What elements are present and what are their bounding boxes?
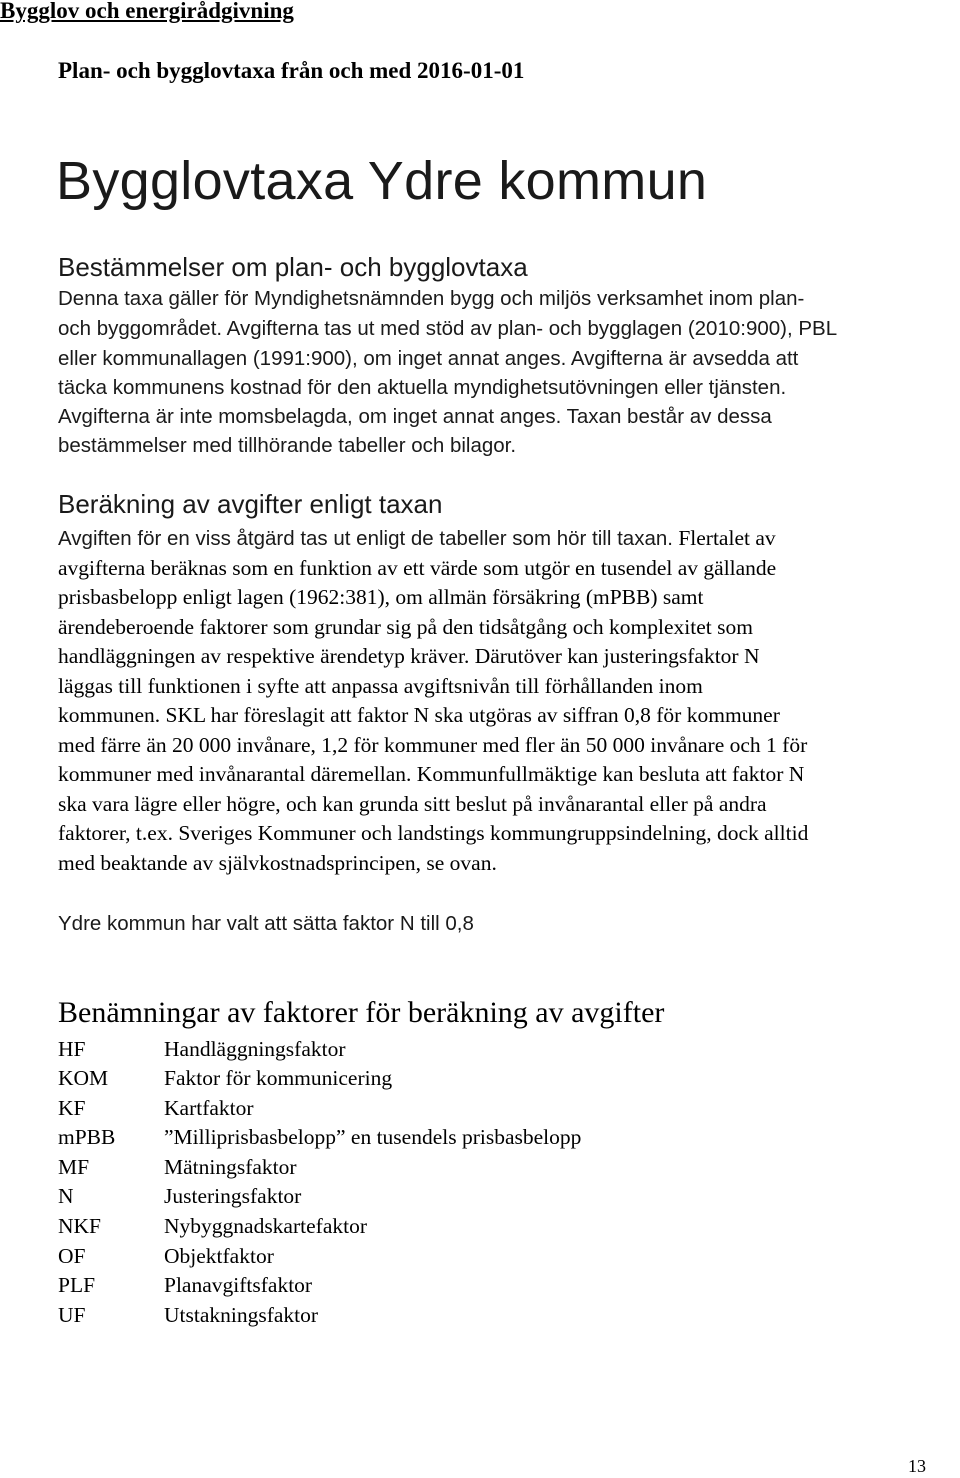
factor-abbreviation: NKF	[58, 1214, 102, 1238]
page-title: Bygglovtaxa Ydre kommun	[56, 151, 708, 211]
factor-meaning: Planavgiftsfaktor	[164, 1273, 313, 1297]
factor-meaning: Utstakningsfaktor	[164, 1303, 319, 1327]
calculation-first-line	[58, 526, 776, 551]
provisions-line: eller kommunallagen (1991:900), om inget annat anges. Avgifterna är avsedda att	[58, 347, 799, 370]
factor-abbreviation: MF	[58, 1155, 90, 1179]
calculation-line: kommunen. SKL har föreslagit att faktor N ska utgöras av siffran 0,8 för kommuner	[58, 703, 780, 727]
calculation-line: ska vara lägre eller högre, och kan grunda sitt beslut på invånarantal eller på andra	[58, 792, 767, 816]
factor-meaning: ”Milliprisbasbelopp” en tusendels prisbasbelopp	[164, 1125, 582, 1149]
provisions-line: bestämmelser med tillhörande tabeller och bilagor.	[58, 434, 517, 457]
factor-meaning: Faktor för kommunicering	[164, 1066, 393, 1090]
calculation-line: läggas till funktionen i syfte att anpassa avgiftsnivån till förhållanden inom	[58, 674, 703, 698]
factor-abbreviation: N	[58, 1184, 74, 1208]
calculation-line: ärendeberoende faktorer som grundar sig på den tidsåtgång och komplexitet som	[58, 615, 753, 639]
factor-abbreviation: UF	[58, 1303, 86, 1327]
provisions-line: täcka kommunens kostnad för den aktuella myndighetsutövningen eller tjänsten.	[58, 376, 787, 399]
factor-abbreviation: OF	[58, 1244, 86, 1268]
department-header: Bygglov och energirådgivning	[0, 0, 294, 23]
provisions-line: och byggområdet. Avgifterna tas ut med stöd av plan- och bygglagen (2010:900), PBL	[58, 317, 838, 340]
factor-abbreviation: PLF	[58, 1273, 96, 1297]
calculation-first-line-sans: Avgiften för en viss åtgärd tas ut enligt de tabeller som hör till taxan.	[58, 527, 673, 550]
calculation-line: med beaktande av självkostnadsprincipen, se ovan.	[58, 851, 497, 875]
factor-abbreviation: mPBB	[58, 1125, 116, 1149]
calculation-line: handläggningen av respektive ärendetyp kräver. Därutöver kan justeringsfaktor N	[58, 644, 760, 668]
calculation-line: prisbasbelopp enligt lagen (1962:381), om allmän försäkring (mPBB) samt	[58, 585, 704, 609]
document-subtitle: Plan- och bygglovtaxa från och med 2016-01-01	[58, 58, 525, 83]
factor-abbreviation: KOM	[58, 1066, 109, 1090]
calculation-line: kommuner med invånarantal däremellan. Kommunfullmäktige kan besluta att faktor N	[58, 762, 805, 786]
factor-meaning: Objektfaktor	[164, 1244, 274, 1268]
factor-abbreviation: KF	[58, 1096, 86, 1120]
factor-meaning: Justeringsfaktor	[164, 1184, 302, 1208]
calculation-heading: Beräkning av avgifter enligt taxan	[58, 489, 443, 519]
factor-abbreviation: HF	[58, 1037, 86, 1061]
calculation-first-line-serif: Flertalet av	[672, 526, 776, 550]
calculation-line: med färre än 20 000 invånare, 1,2 för kommuner med fler än 50 000 invånare och 1 för	[58, 733, 808, 757]
factor-meaning: Kartfaktor	[164, 1096, 254, 1120]
page-number: 13	[908, 1456, 926, 1476]
provisions-line: Avgifterna är inte momsbelagda, om inget annat anges. Taxan består av dessa	[58, 405, 772, 428]
provisions-line: Denna taxa gäller för Myndighetsnämnden bygg och miljös verksamhet inom plan-	[58, 287, 805, 310]
calculation-line: avgifterna beräknas som en funktion av ett värde som utgör en tusendel av gällande	[58, 556, 777, 580]
factor-meaning: Handläggningsfaktor	[164, 1037, 346, 1061]
provisions-heading: Bestämmelser om plan- och bygglovtaxa	[58, 252, 528, 282]
factor-meaning: Nybyggnadskartefaktor	[164, 1214, 367, 1238]
factors-heading: Benämningar av faktorer för beräkning av avgifter	[58, 996, 665, 1029]
factor-meaning: Mätningsfaktor	[164, 1155, 297, 1179]
factor-n-decision: Ydre kommun har valt att sätta faktor N till 0,8	[58, 912, 474, 935]
calculation-line: faktorer, t.ex. Sveriges Kommuner och landstings kommungruppsindelning, dock alltid	[58, 821, 809, 845]
